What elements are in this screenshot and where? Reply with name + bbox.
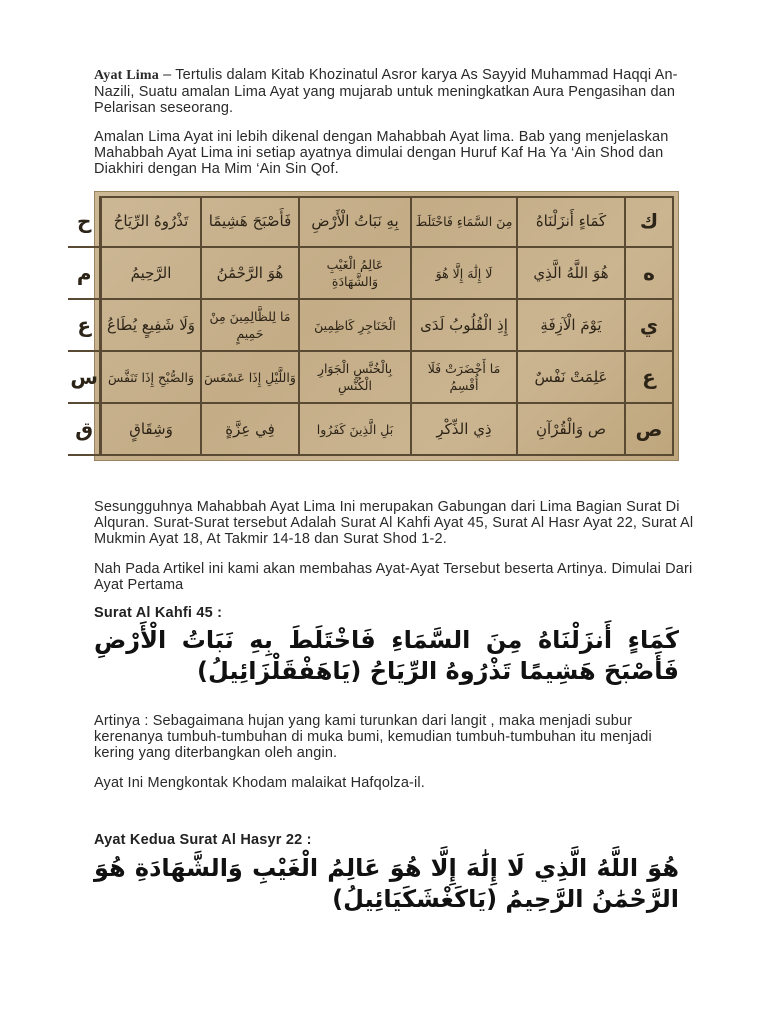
table-verse-cell: ذِي الذِّكْرِ <box>412 404 518 456</box>
table-verse-cell: إِذِ الْقُلُوبُ لَدَى <box>412 300 518 352</box>
section-2-arabic: هُوَ اللَّهُ الَّذِي لَا إِلَٰهَ إِلَّا هُوَ عَالِمُ الْغَيْبِ وَالشَّهَادَةِ هُوَ الرَّحْمَٰنُ الرَّحِيمُ (يَاكَغْشَكَيَائِيلُ) <box>94 854 679 913</box>
table-verse-cell: كَمَاءٍ أَنزَلْنَاهُ <box>518 196 626 248</box>
table-verse-cell: الرَّحِيمُ <box>102 248 202 300</box>
table-letter-cell: ع <box>68 300 102 352</box>
table-letter-cell: س <box>68 352 102 404</box>
table-verse-cell: هُوَ اللَّهُ الَّذِي <box>518 248 626 300</box>
table-verse-cell: وَاللَّيْلِ إِذَا عَسْعَسَ <box>202 352 300 404</box>
table-verse-cell: بَلِ الَّذِينَ كَفَرُوا <box>300 404 412 456</box>
table-verse-cell: فَأَصْبَحَ هَشِيمًا <box>202 196 300 248</box>
section-1-translation: Artinya : Sebagaimana hujan yang kami turunkan dari langit , maka menjadi subur kerenanya tumbuh-tumbuhan di muka bumi, kemudian tumbuh-tumbuhan itu menjadi kering yang diterbangkan oleh angin. <box>94 713 652 761</box>
intro-paragraph <box>94 67 694 116</box>
table-letter-cell: ه <box>626 248 674 300</box>
paragraph-3: Sesungguhnya Mahabbah Ayat Lima Ini merupakan Gabungan dari Lima Bagian Surat Di Alquran. Surat-Surat tersebut Adalah Surat Al Kahfi Ayat 45, Surat Al Hasr Ayat 22, Surat Al Mukmin Ayat 18, At Takmir 14-18 dan Surat Shod 1-2. <box>94 499 694 547</box>
table-verse-cell: بِهِ نَبَاتُ الْأَرْضِ <box>300 196 412 248</box>
table-verse-cell: لَا إِلَٰهَ إِلَّا هُوَ <box>412 248 518 300</box>
table-verse-cell: تَذْرُوهُ الرِّيَاحُ <box>102 196 202 248</box>
paragraph-4: Nah Pada Artikel ini kami akan membahas Ayat-Ayat Tersebut beserta Artinya. Dimulai Dari Ayat Pertama <box>94 561 693 593</box>
section-1-note: Ayat Ini Mengkontak Khodam malaikat Hafqolza-il. <box>94 775 425 791</box>
table-verse-cell: بِالْخُنَّسِ الْجَوَارِ الْكُنَّسِ <box>300 352 412 404</box>
table-verse-cell: فِي عِزَّةٍ <box>202 404 300 456</box>
section-1-arabic: كَمَاءٍ أَنزَلْنَاهُ مِنَ السَّمَاءِ فَاخْتَلَطَ بِهِ نَبَاتُ الْأَرْضِ فَأَصْبَحَ هَشِيمًا تَذْرُوهُ الرِّيَاحُ (يَاهَفْقَلْزَائِيلُ) <box>94 626 679 685</box>
table-letter-cell: ق <box>68 404 102 456</box>
table-verse-cell: مَا لِلظَّالِمِينَ مِنْ حَمِيمٍ <box>202 300 300 352</box>
table-verse-cell: ص وَالْقُرْآنِ <box>518 404 626 456</box>
section-2-heading: Ayat Kedua Surat Al Hasyr 22 : <box>94 832 312 848</box>
intro-text: – Tertulis dalam Kitab Khozinatul Asror karya As Sayyid Muhammad Haqqi An-Nazili, Suatu amalan Lima Ayat yang mujarab untuk meningkatkan Aura Pengasihan dan Pelarisan seseorang. <box>94 67 678 116</box>
table-verse-cell: وَلَا شَفِيعٍ يُطَاعُ <box>102 300 202 352</box>
table-verse-cell: يَوْمَ الْآزِفَةِ <box>518 300 626 352</box>
manuscript-table-image <box>70 191 679 461</box>
paragraph-2: Amalan Lima Ayat ini lebih dikenal dengan Mahabbah Ayat lima. Bab yang menjelaskan Mahabbah Ayat Lima ini setiap ayatnya dimulai dengan Huruf Kaf Ha Ya ‘Ain Shod dan Diakhiri dengan Ha Mim ‘Ain Sin Qof. <box>94 129 669 177</box>
intro-lead: Ayat Lima <box>94 68 159 83</box>
table-letter-cell: ع <box>626 352 674 404</box>
table-verse-cell: مَا أَحْضَرَتْ فَلَا أُقْسِمُ <box>412 352 518 404</box>
table-verse-cell: وَشِقَاقٍ <box>102 404 202 456</box>
table-verse-cell: وَالصُّبْحِ إِذَا تَنَفَّسَ <box>102 352 202 404</box>
table-verse-cell: عَالِمُ الْغَيْبِ وَالشَّهَادَةِ <box>300 248 412 300</box>
table-letter-cell: ص <box>626 404 674 456</box>
table-letter-cell: ك <box>626 196 674 248</box>
table-verse-cell: هُوَ الرَّحْمَٰنُ <box>202 248 300 300</box>
section-1-heading: Surat Al Kahfi 45 : <box>94 605 223 621</box>
table-verse-cell: عَلِمَتْ نَفْسٌ <box>518 352 626 404</box>
table-verse-cell: مِنَ السَّمَاءِ فَاخْتَلَطَ <box>412 196 518 248</box>
table-letter-cell: ح <box>68 196 102 248</box>
table-verse-cell: الْحَنَاجِرِ كَاظِمِينَ <box>300 300 412 352</box>
table-letter-cell: ي <box>626 300 674 352</box>
manuscript-table-grid <box>70 196 674 456</box>
table-letter-cell: م <box>68 248 102 300</box>
